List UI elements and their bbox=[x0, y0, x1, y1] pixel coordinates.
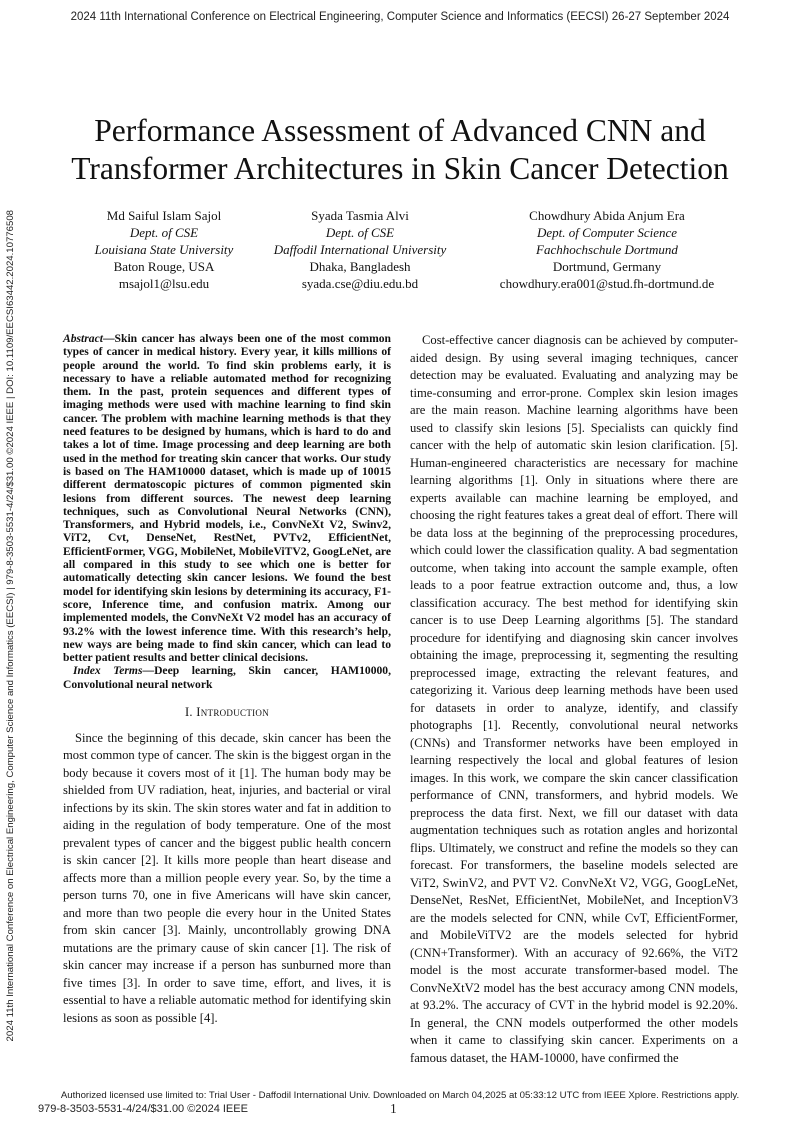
author-institution: Daffodil International University bbox=[273, 242, 447, 257]
left-column bbox=[63, 332, 391, 1027]
author-dept: Dept. of CSE bbox=[325, 225, 395, 240]
author-email: syada.cse@diu.edu.bd bbox=[301, 276, 419, 291]
intro-paragraph: Since the beginning of this decade, skin cancer has been the most common type of cancer. The skin is the biggest organ in the body because it covers most of it [1]. The human body may be shielded from UV radiation, heat, injuries, and bacterial or viral infections by its skin. The skin stores water and fat in addition to aiding in the regulation of body temperature. One of the most prevalent types of cancer and the biggest public health concern is skin cancer [2]. It kills more people than heart disease and affects more than a million people every year. So, by the time a person turns 70, one in five Americans will have skin cancer, and more than two people die every hour in the United States from skin cancer [3]. Mainly, uncontrollably growing DNA mutations are the primary cause of skin cancer [1]. The risk of skin cancer may increase if a person has sunburned more than five times [3]. In order to save time, effort, and lives, it is essential to have a reliable automatic method for identifying skin lesions as soon as possible [4]. bbox=[63, 730, 391, 1025]
author-3 bbox=[472, 207, 742, 292]
author-email: chowdhury.era001@stud.fh-dortmund.de bbox=[499, 276, 715, 291]
author-dept: Dept. of Computer Science bbox=[536, 225, 678, 240]
doi-side-text: 2024 11th International Conference on Electrical Engineering, Computer Science and Informatics (EECSI) | 979-8-3503-5531-4/24/$31.00 ©2024 IEEE | DOI: 10.1109/EECSI63442.2024.10776508 bbox=[5, 210, 16, 1042]
author-location: Dhaka, Bangladesh bbox=[309, 259, 411, 274]
author-institution: Fachhochschule Dortmund bbox=[536, 242, 678, 257]
footer-license-notice: Authorized licensed use limited to: Trial User - Daffodil International Univ. Downloaded on March 04,2025 at 05:33:12 UTC from IEEE Xplore. Restrictions apply. bbox=[60, 1090, 740, 1101]
author-location: Baton Rouge, USA bbox=[113, 259, 215, 274]
author-name: Md Saiful Islam Sajol bbox=[106, 208, 222, 223]
index-terms-label: Index Terms bbox=[73, 664, 143, 678]
doi-side-strip bbox=[3, 210, 19, 1060]
conference-header: 2024 11th International Conference on Electrical Engineering, Computer Science and Informatics (EECSI) 26-27 September 2024 bbox=[70, 11, 730, 23]
author-name: Syada Tasmia Alvi bbox=[311, 208, 409, 223]
author-dept: Dept. of CSE bbox=[129, 225, 199, 240]
index-terms bbox=[63, 664, 391, 691]
section-heading-introduction: I. Introduction bbox=[184, 705, 270, 720]
footer-isbn: 979-8-3503-5531-4/24/$31.00 ©2024 IEEE bbox=[38, 1103, 248, 1115]
author-name: Chowdhury Abida Anjum Era bbox=[529, 208, 685, 223]
abstract bbox=[63, 332, 391, 664]
author-location: Dortmund, Germany bbox=[552, 259, 662, 274]
right-column bbox=[410, 332, 738, 1067]
abstract-label: Abstract bbox=[63, 332, 103, 345]
right-paragraph: Cost-effective cancer diagnosis can be achieved by computer-aided design. By using several imaging techniques, cancer detection may be evaluated. Evaluating and analyzing may be time-consuming and error-prone. Complex skin lesion images are the main reason. Machine learning algorithms have been used to classify skin lesions [5]. Specialists can quickly find cancer with the help of automatic skin lesion clarification. [5]. Human-engineered characteristics are necessary for machine learning algorithms [1]. Only in situations where there are experts available can machine learning be employed, and choosing the right features takes a great deal of effort. There will be data loss at the beginning of the preprocessing procedures, which could lower the classification quality. A bad segmentation outcome, when taking into account the sample example, often leads to a poor featrue extraction outcome and, thus, a low classification accuracy. The best method for identifying skin cancer is to use Deep Learning algorithms [5]. The standard procedure for identifying and diagnosing skin cancer involves obtaining the image, preprocessing it, segmenting the resulting preprocessed image, extracting the relevant features, and categorizing it. Various deep learning methods have been used for datasets in order to analyze, identify, and classify photographs [1]. Recently, convolutional neural networks (CNNs) and Transformer networks have been employed in learning respectively the local and global features of lesion images. In this work, we compare the skin cancer classification performance of CNN, transformers, and hybrid models. We preprocess the data first. Next, we fill our dataset with data augmentation techniques such as rotation angles and horizontal flips. Ultimately, we construct and refine the models so they can forecast. For transformers, the baseline models selected are ViT2, SwinV2, and PVT V2. ConvNeXt V2, VGG, GoogLeNet, DenseNet, ResNet, EfficientNet, MobileNet, and InceptionV3 are the models selected for CNN, while CvT, EfficientFormer, and MobileViTV2 are the models selected for hybrid (CNN+Transformer). With an accuracy of 92.66%, the ViT2 model is the most accurate transformer-based model. The ConvNeXtV2 model has the best accuracy among CNN models, at 93.2%. The accuracy of CVT in the hybrid model is 92.20%. In general, the CNN models outperformed the other models when it came to classifying skin cancer. Experiments on a famous dataset, the HAM-10000, have confirmed the bbox=[410, 333, 738, 1065]
author-2 bbox=[240, 207, 480, 292]
author-institution: Louisiana State University bbox=[94, 242, 234, 257]
author-email: msajol1@lsu.edu bbox=[118, 276, 210, 291]
paper-title: Performance Assessment of Advanced CNN and Transformer Architectures in Skin Cancer Detection bbox=[71, 113, 729, 186]
footer bbox=[38, 1103, 762, 1119]
abstract-text: —Skin cancer has always been one of the most common types of cancer in medical history. Every year, it kills millions of people around the world. To find skin problems early, it is necessary to have a reliable automated method for recognizing them. In the past, protein sequences and different types of imaging methods were used with machine learning to find skin cancer. The problem with machine learning methods is that they need features to be designed by humans, which is hard to do and takes a lot of time. Image processing and deep learning are both used in the method for treating skin cancer that works. Our study is based on The HAM10000 dataset, which is made up of 10015 different dermatoscopic pictures of common pigmented skin lesions from different sources. The newest deep learning techniques, such as Convolutional Neural Networks (CNN), Transformers, and Hybrid models, i.e., ConvNeXt V2, Swinv2, ViT2, Cvt, DenseNet, RestNet, PVTv2, EfficientNet, EfficientFormer, VGG, MobileNet, MobileViTV2, GoogLeNet, are all compared in this study to see which one is better for automatically detecting skin cancer lesions. We found the best model for identifying skin lesions by determining its accuracy, F1-score, Inference time, and confusion matrix. Among our implemented models, the ConvNeXt V2 model has an accuracy of 93.2% with the lowest inference time. With this research’s help, new ways are being made to find skin cancer, which can lead to better patient results and better clinical decisions. bbox=[63, 332, 391, 665]
index-terms-text: —Deep learning, Skin cancer, HAM10000, Convolutional neural network bbox=[63, 664, 391, 691]
page-number: 1 bbox=[390, 1101, 397, 1116]
